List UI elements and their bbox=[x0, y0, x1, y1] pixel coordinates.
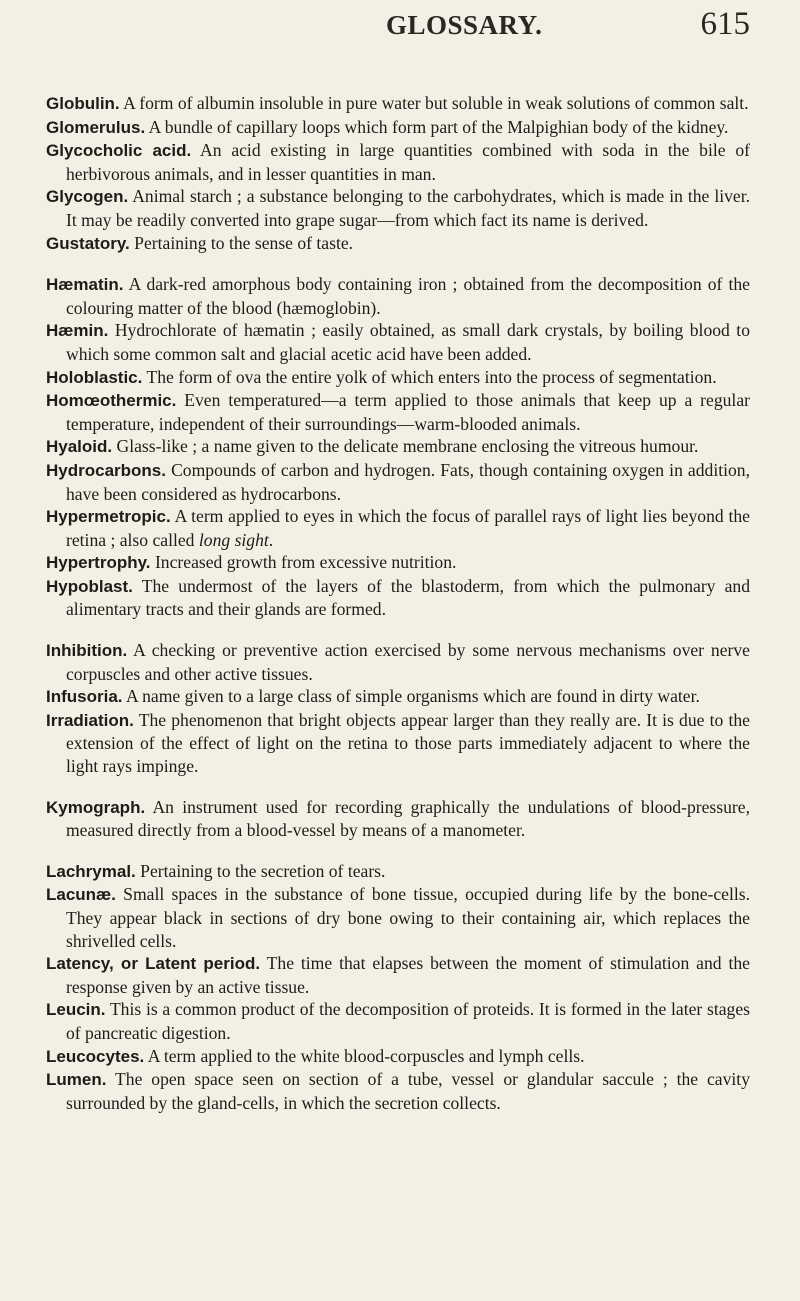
glossary-term: Leucocytes. bbox=[46, 1046, 145, 1066]
glossary-definition: A name given to a large class of simple organisms which are found in dirty water. bbox=[125, 686, 700, 707]
glossary-definition: An instrument used for recording graphically the undulations of blood-pressure, measured directly from a blood-vessel by means of a manometer. bbox=[66, 796, 750, 841]
glossary-term: Lachrymal. bbox=[46, 861, 136, 881]
glossary-term: Hyaloid. bbox=[46, 437, 113, 457]
glossary-definition: A term applied to the white blood-corpuscles and lymph cells. bbox=[147, 1045, 585, 1066]
glossary-entry-leucin bbox=[46, 998, 750, 1044]
glossary-term: Hypertrophy. bbox=[46, 553, 151, 573]
glossary-term: Glycogen. bbox=[46, 187, 129, 207]
glossary-entry-glycocholic-acid bbox=[46, 139, 750, 185]
glossary-definition: The form of ova the entire yolk of which enters into the process of segmentation. bbox=[146, 366, 717, 387]
glossary-term: Hypoblast. bbox=[46, 576, 133, 596]
glossary-definition: Pertaining to the sense of taste. bbox=[134, 232, 354, 253]
glossary-definition: Small spaces in the substance of bone tissue, occupied during life by the bone-cells. They appear black in sections of dry bone owing to their containing air, which replaces the shrivelled cells. bbox=[66, 884, 750, 951]
glossary-term: Hæmin. bbox=[46, 321, 109, 341]
glossary-definition: This is a common product of the decomposition of proteids. It is formed in the later stages of pancreatic digestion. bbox=[66, 999, 750, 1043]
glossary-definition: Hydrochlorate of hæmatin ; easily obtained, as small dark crystals, by boiling blood to which some common salt and glacial acetic acid have been added. bbox=[66, 320, 750, 364]
glossary-term: Inhibition. bbox=[46, 641, 128, 661]
glossary-entry-haematin bbox=[46, 273, 750, 319]
glossary-term: Lacunæ. bbox=[46, 885, 116, 905]
glossary-definition: Compounds of carbon and hydrogen. Fats, though containing oxygen in addition, have been considered as hydrocarbons. bbox=[66, 459, 750, 504]
page-header bbox=[46, 0, 750, 64]
glossary-entry-lachrymal bbox=[46, 860, 750, 884]
glossary-term: Gustatory. bbox=[46, 233, 130, 253]
glossary-definition: The time that elapses between the moment of stimulation and the response given by an active tissue. bbox=[66, 953, 750, 997]
glossary-entry-glycogen bbox=[46, 185, 750, 231]
glossary-definition: A checking or preventive action exercised by some nervous mechanisms over nerve corpuscles and other active tissues. bbox=[66, 640, 750, 684]
glossary-term: Glomerulus. bbox=[46, 117, 146, 137]
glossary-entry-kymograph bbox=[46, 796, 750, 842]
glossary-entry-hypoblast bbox=[46, 575, 750, 621]
glossary-definition: An acid existing in large quantities combined with soda in the bile of herbivorous animals, and in lesser quantities in man. bbox=[66, 140, 750, 184]
glossary-definition: Pertaining to the secretion of tears. bbox=[140, 860, 386, 881]
glossary-term: Holoblastic. bbox=[46, 367, 143, 387]
glossary-entry-gustatory bbox=[46, 232, 750, 256]
glossary-entry-infusoria bbox=[46, 685, 750, 709]
glossary-definition: A form of albumin insoluble in pure water but soluble in weak solutions of common salt. bbox=[123, 93, 749, 113]
glossary-definition: A bundle of capillary loops which form part of the Malpighian body of the kidney. bbox=[148, 116, 729, 137]
glossary-entry-holoblastic bbox=[46, 366, 750, 390]
glossary-definition: Glass-like ; a name given to the delicate membrane enclosing the vitreous humour. bbox=[116, 436, 699, 457]
glossary-definition: Increased growth from excessive nutrition. bbox=[154, 552, 457, 573]
page-number: 615 bbox=[700, 6, 750, 42]
glossary-entry-hypermetropic bbox=[46, 505, 750, 551]
glossary-term: Glycocholic acid. bbox=[46, 141, 192, 161]
glossary-entry-hydrocarbons bbox=[46, 459, 750, 505]
glossary-term: Hypermetropic. bbox=[46, 507, 171, 527]
glossary-entry-globulin bbox=[46, 92, 750, 116]
glossary-entry-irradiation bbox=[46, 709, 750, 778]
glossary-definition: The undermost of the layers of the blastoderm, from which the pulmonary and alimentary tracts and their glands are formed. bbox=[66, 575, 750, 620]
glossary-term: Leucin. bbox=[46, 1000, 106, 1020]
glossary-entry-inhibition bbox=[46, 639, 750, 685]
glossary-entry-haemin bbox=[46, 319, 750, 365]
glossary-entry-homoeothermic bbox=[46, 389, 750, 435]
glossary-term: Lumen. bbox=[46, 1070, 107, 1090]
glossary-entry-hyaloid bbox=[46, 435, 750, 459]
glossary-term: Hæmatin. bbox=[46, 275, 124, 295]
glossary-definition-end: . bbox=[268, 529, 274, 550]
glossary-entry-glomerulus bbox=[46, 116, 750, 140]
glossary-term: Latency, or Latent period. bbox=[46, 954, 261, 974]
glossary-entry-lumen bbox=[46, 1068, 750, 1114]
glossary-list bbox=[46, 92, 750, 1114]
glossary-definition: The phenomenon that bright objects appear larger than they really are. It is due to the extension of the effect of light on the retina to those parts immediately adjacent to where the light rays impinge. bbox=[66, 709, 750, 777]
glossary-term: Kymograph. bbox=[46, 797, 146, 817]
glossary-definition: Animal starch ; a substance belonging to the carbohydrates, which is made in the liver. It may be readily converted into grape sugar—from which fact its name is derived. bbox=[66, 186, 750, 230]
running-title: GLOSSARY. bbox=[386, 10, 543, 40]
glossary-definition: Even temperatured—a term applied to those animals that keep up a regular temperature, independent of their surroundings—warm-blooded animals. bbox=[66, 390, 750, 434]
glossary-entry-lacunae bbox=[46, 883, 750, 952]
glossary-term: Hydrocarbons. bbox=[46, 460, 166, 480]
glossary-term: Homœothermic. bbox=[46, 391, 177, 411]
glossary-definition: A dark-red amorphous body containing iron ; obtained from the decomposition of the colouring matter of the blood (hæmoglobin). bbox=[66, 274, 750, 318]
glossary-entry-leucocytes bbox=[46, 1045, 750, 1069]
glossary-term: Globulin. bbox=[46, 94, 120, 113]
glossary-definition: The open space seen on section of a tube, vessel or glandular saccule ; the cavity surrounded by the gland-cells, in which the secretion collects. bbox=[66, 1069, 750, 1113]
glossary-definition: A term applied to eyes in which the focus of parallel rays of light lies beyond the retina ; also called bbox=[66, 506, 750, 550]
glossary-entry-latency bbox=[46, 952, 750, 998]
glossary-term: Irradiation. bbox=[46, 710, 134, 730]
glossary-entry-hypertrophy bbox=[46, 551, 750, 575]
glossary-definition-italic: long sight bbox=[198, 529, 269, 550]
glossary-term: Infusoria. bbox=[46, 687, 123, 707]
